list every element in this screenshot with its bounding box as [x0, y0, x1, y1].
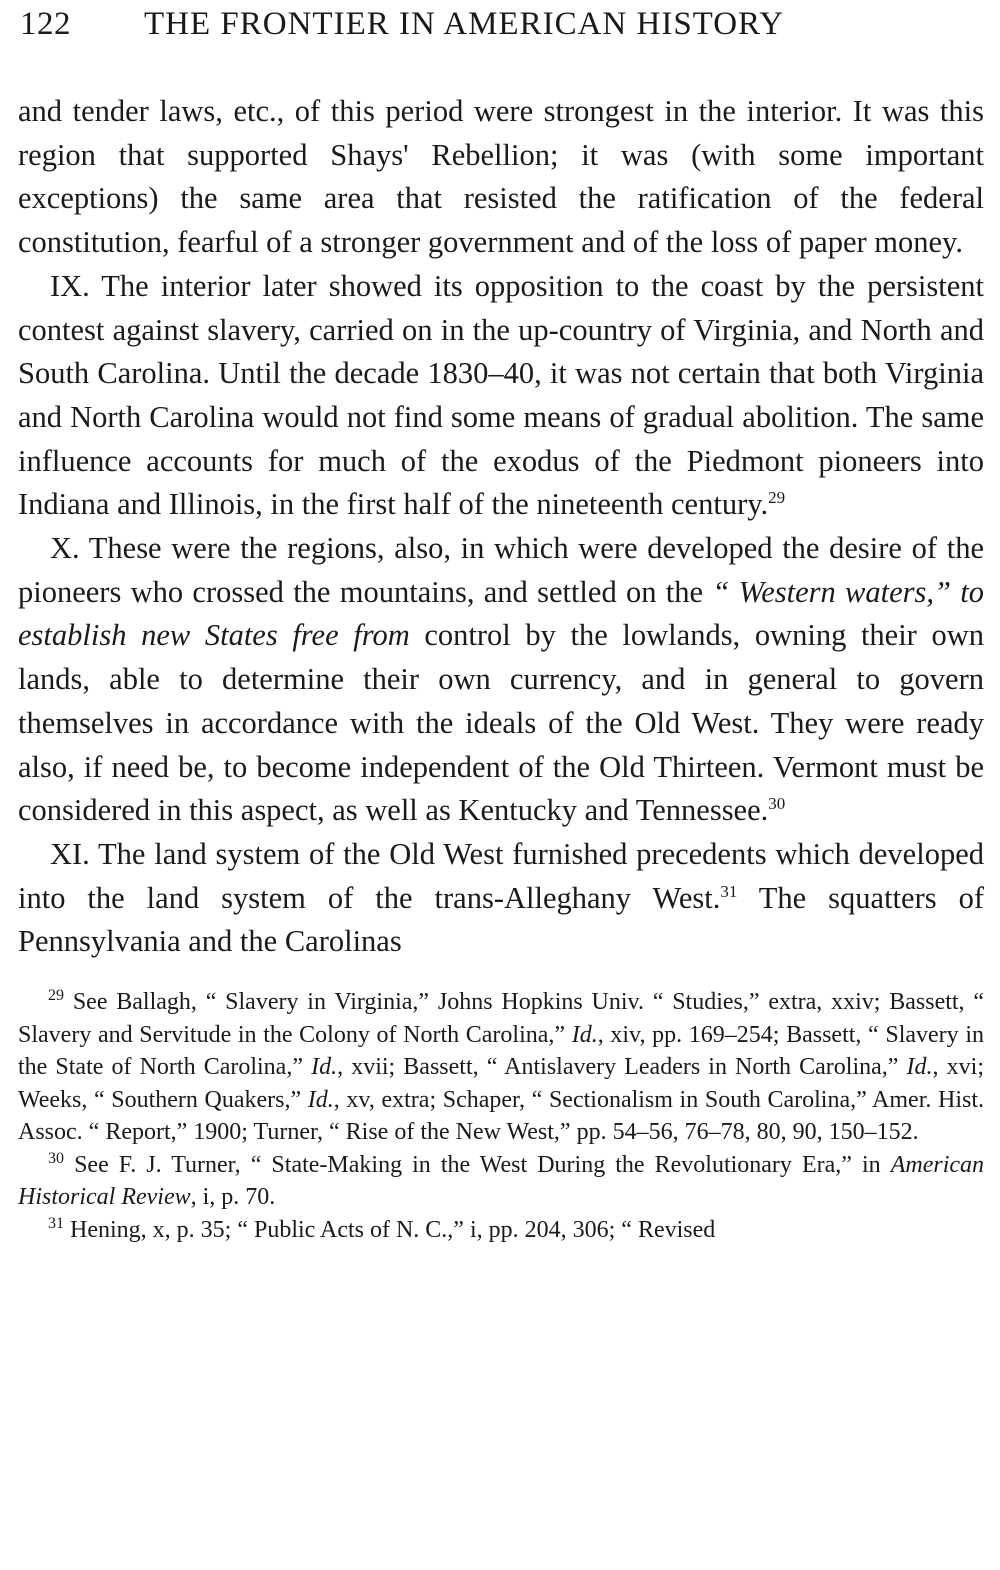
book-page [18, 4, 984, 1246]
footnote-italic: Id. [571, 1021, 598, 1048]
running-title: THE FRONTIER IN AMERICAN HISTORY [144, 6, 785, 42]
page-header [18, 4, 984, 50]
paragraph-text: control by the lowlands, owning their own lands, able to determine their own currency, and in general to govern themselves in accordance with the ideals of the Old West. They were ready also, if need be, to become independent of the Old Thirteen. Vermont must be considered in this aspect, as well as Kentucky and Tennessee. [18, 618, 985, 828]
footnote-italic: Id. [311, 1054, 338, 1081]
italic-phrase: to establish new States free from [18, 574, 984, 653]
footnote-text: , xiv, pp. 169–254; Bassett, “ Slavery in the State of North Carolina,” [18, 1021, 984, 1081]
footnote-ref-29: 29 [768, 488, 786, 508]
footnote-italic: Id. [307, 1086, 334, 1113]
footnote-ref-31: 31 [720, 881, 738, 901]
footnote-29 [18, 986, 984, 1149]
footnote-text: See Ballagh, “ Slavery in Virginia,” Johns Hopkins Univ. “ Studies,” extra, xxiv; Bassett, “ Slavery and Servitude in the Colony of North Carolina,” [18, 989, 985, 1048]
paragraph-x [18, 527, 984, 833]
paragraph-ix [18, 265, 984, 527]
footnote-text: See F. J. Turner, “ State-Making in the West During the Revolutionary Era,” in [74, 1151, 891, 1178]
paragraph-text: IX. The interior later showed its opposition to the coast by the persistent contest against slavery, carried on in the up-country of Virginia, and North and South Carolina. Until the decade 1830–40, it was not certain that both Virginia and North Carolina would not find some means of gradual abolition. The same influence accounts for much of the exodus of the Piedmont pioneers into Indiana and Illinois, in the first half of the nineteenth century. [18, 268, 984, 522]
paragraph-text: The squatters of Pennsylvania and the Carolinas [18, 880, 984, 959]
footnote-ref-30: 30 [768, 794, 786, 814]
footnote-marker: 31 [48, 1214, 64, 1232]
footnote-text: Hening, x, p. 35; “ Public Acts of N. C.,” i, pp. 204, 306; “ Revised [70, 1216, 716, 1243]
footnote-text: , xvii; Bassett, “ Antislavery Leaders in North Carolina,” [337, 1054, 907, 1081]
italic-phrase: “ Western waters,” [712, 574, 951, 609]
paragraph-xi [18, 833, 984, 964]
paragraph-text: XI. The land system of the Old West furnished precedents which developed into the land system of the trans-Alleghany West. [18, 836, 984, 915]
footnote-marker: 29 [48, 987, 64, 1005]
paragraph-continued [18, 90, 984, 265]
footnote-italic: Id. [906, 1054, 933, 1081]
footnote-text: , i, p. 70. [190, 1184, 276, 1211]
page-number: 122 [20, 6, 71, 42]
footnote-text: , xvi; Weeks, “ Southern Quakers,” [18, 1054, 984, 1113]
body-text [18, 90, 984, 964]
footnote-journal-title: American Historical Review [18, 1151, 985, 1211]
footnote-text: , xv, extra; Schaper, “ Sectionalism in South Carolina,” Amer. Hist. Assoc. “ Report,” 1900; Turner, “ Rise of the New West,” pp. 54–56, 76–78, 80, 90, 150–152. [18, 1086, 985, 1146]
footnote-30 [18, 1149, 984, 1214]
footnote-31 [18, 1214, 984, 1247]
footnotes [18, 986, 984, 1246]
footnote-marker: 30 [48, 1149, 64, 1167]
paragraph-text: and tender laws, etc., of this period were strongest in the interior. It was this region that supported Shays' Rebellion; it was (with some important exceptions) the same area that resisted the ratification of the federal constitution, fearful of a stronger government and of the loss of paper money. [18, 94, 984, 260]
paragraph-text: X. These were the regions, also, in which were developed the desire of the pioneers who crossed the mountains, and settled on the [18, 531, 984, 609]
